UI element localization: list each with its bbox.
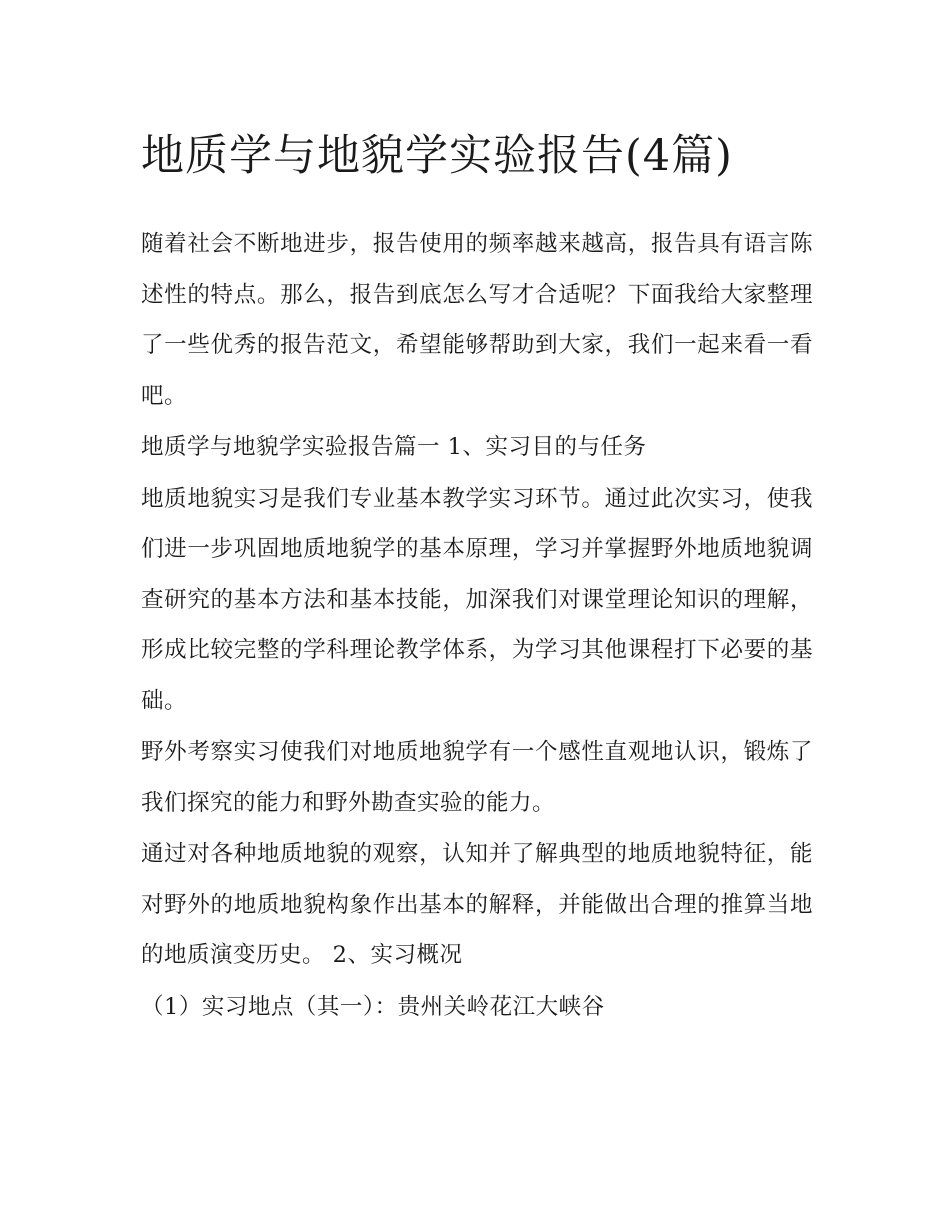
intro-paragraph: 随着社会不断地进步，报告使用的频率越来越高，报告具有语言陈述性的特点。那么，报告到底怎么写才合适呢？下面我给大家整理了一些优秀的报告范文，希望能够帮助到大家，我们一起来看一看吧。	[141, 231, 813, 409]
observation-paragraph: 通过对各种地质地貌的观察，认知并了解典型的地质地貌特征，能对野外的地质地貌构象作出基本的解释，并能做出合理的推算当地的地质演变历史。 2、实习概况	[141, 841, 813, 968]
document-title: 地质学与地貌学实验报告(4篇)	[141, 131, 733, 181]
field-study-paragraph: 野外考察实习使我们对地质地貌学有一个感性直观地认识，锻炼了我们探究的能力和野外勘查实验的能力。	[141, 739, 813, 816]
section-heading-paragraph: 地质学与地貌学实验报告篇一 1、实习目的与任务	[141, 434, 647, 460]
purpose-paragraph: 地质地貌实习是我们专业基本教学实习环节。通过此次实习，使我们进一步巩固地质地貌学的基本原理，学习并掌握野外地质地貌调查研究的基本方法和基本技能，加深我们对课堂理论知识的理解，形成比较完整的学科理论教学体系，为学习其他课程打下必要的基础。	[141, 485, 813, 714]
document-body	[141, 219, 813, 1032]
document-content	[141, 118, 813, 1032]
location-paragraph: （1）实习地点（其一）：贵州关岭花江大峡谷	[141, 993, 605, 1020]
